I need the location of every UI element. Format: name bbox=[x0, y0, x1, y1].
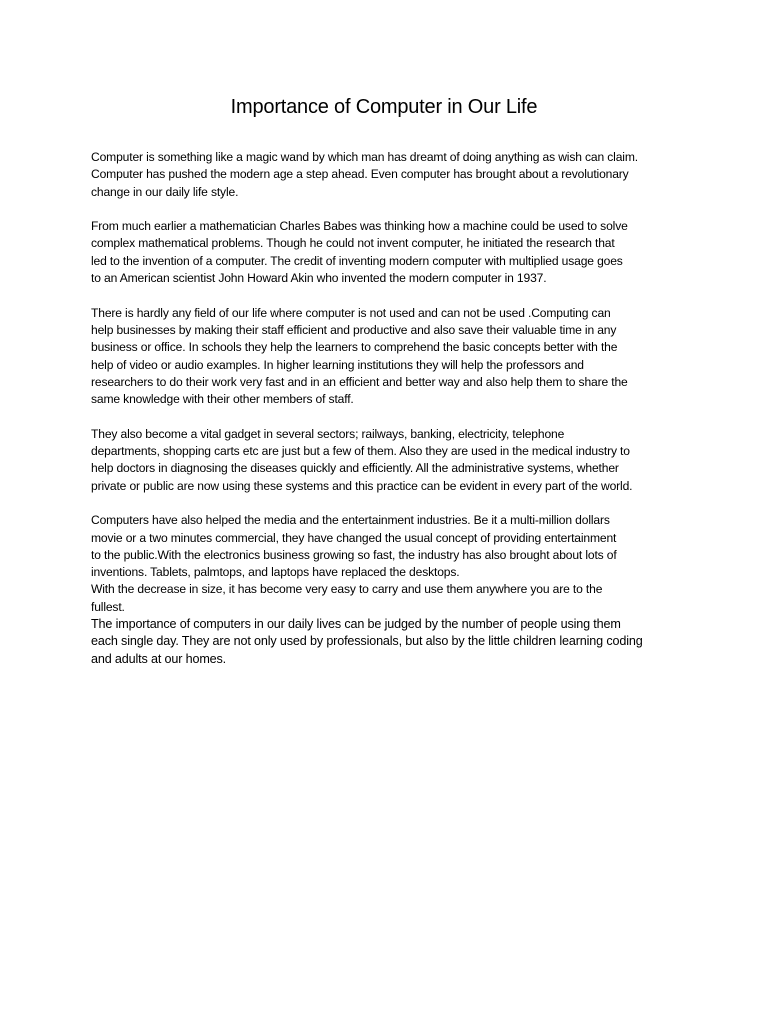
paragraph-2 bbox=[91, 218, 691, 287]
paragraph-4 bbox=[91, 426, 691, 495]
paragraph-line: movie or a two minutes commercial, they have changed the usual concept of providing entertainment bbox=[91, 530, 617, 545]
paragraph-line: complex mathematical problems. Though he could not invent computer, he initiated the research that bbox=[91, 236, 615, 251]
paragraph-1 bbox=[91, 149, 691, 201]
paragraph-line: fullest. bbox=[91, 599, 125, 614]
paragraph-line: Computer is something like a magic wand by which man has dreamt of doing anything as wish can claim. bbox=[91, 150, 638, 164]
paragraph-line: help doctors in diagnosing the diseases quickly and efficiently. All the administrative systems, whether bbox=[91, 461, 619, 476]
paragraph-line: help businesses by making their staff efficient and productive and also save their valuable time in any bbox=[91, 322, 617, 337]
document-body bbox=[91, 149, 691, 668]
paragraph-line: help of video or audio examples. In higher learning institutions they will help the professors and bbox=[91, 357, 584, 372]
paragraph-line: each single day. They are not only used by professionals, but also by the little children learning coding bbox=[91, 634, 643, 649]
paragraph-line: private or public are now using these systems and this practice can be evident in every part of the world. bbox=[91, 478, 633, 493]
paragraph-line: The importance of computers in our daily lives can be judged by the number of people using them bbox=[91, 617, 621, 632]
paragraph-line: Computers have also helped the media and the entertainment industries. Be it a multi-million dollars bbox=[91, 513, 610, 528]
paragraph-line: same knowledge with their other members of staff. bbox=[91, 392, 354, 407]
paragraph-line: to an American scientist John Howard Akin who invented the modern computer in 1937. bbox=[91, 271, 547, 286]
paragraph-3 bbox=[91, 305, 691, 409]
paragraph-line: change in our daily life style. bbox=[91, 184, 239, 199]
paragraph-line: inventions. Tablets, palmtops, and laptops have replaced the desktops. bbox=[91, 565, 460, 580]
paragraph-5 bbox=[91, 512, 691, 616]
document-title: Importance of Computer in Our Life bbox=[230, 96, 538, 118]
paragraph-line: and adults at our homes. bbox=[91, 651, 227, 666]
paragraph-line: researchers to do their work very fast and in an efficient and better way and also help them to share the bbox=[91, 374, 628, 389]
paragraph-line: Computer has pushed the modern age a step ahead. Even computer has brought about a revolutionary bbox=[91, 167, 629, 182]
paragraph-line: business or office. In schools they help the learners to comprehend the basic concepts better with the bbox=[91, 340, 618, 355]
paragraph-6 bbox=[91, 616, 691, 668]
paragraph-line: departments, shopping carts etc are just but a few of them. Also they are used in the medical industry to bbox=[91, 444, 630, 459]
paragraph-line: There is hardly any field of our life where computer is not used and can not be used .Computing can bbox=[91, 305, 611, 320]
paragraph-line: led to the invention of a computer. The credit of inventing modern computer with multiplied usage goes bbox=[91, 253, 623, 268]
paragraph-line: to the public.With the electronics business growing so fast, the industry has also brought about lots of bbox=[91, 547, 617, 562]
paragraph-line: They also become a vital gadget in several sectors; railways, banking, electricity, telephone bbox=[91, 426, 565, 441]
paragraph-line: From much earlier a mathematician Charles Babes was thinking how a machine could be used to solve bbox=[91, 219, 628, 234]
paragraph-line: With the decrease in size, it has become very easy to carry and use them anywhere you are to the bbox=[91, 582, 603, 597]
